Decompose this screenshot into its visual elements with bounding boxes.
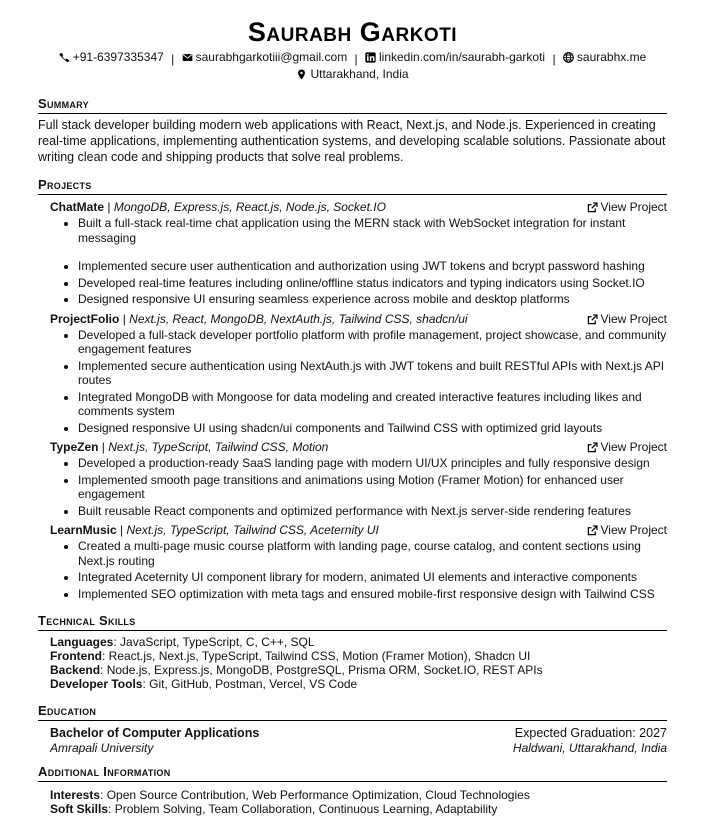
project-bullets bbox=[50, 216, 667, 307]
additional-title: Additional Information bbox=[38, 764, 667, 782]
view-project-label: View Project bbox=[600, 200, 667, 214]
skill-label: Backend bbox=[50, 663, 101, 677]
view-project-link[interactable] bbox=[587, 312, 667, 327]
project-bullets bbox=[50, 456, 667, 518]
project-bullets bbox=[50, 539, 667, 601]
project-bullets bbox=[50, 328, 667, 436]
additional-row: Soft Skills: Problem Solving, Team Collaboration, Continuous Learning, Adaptability bbox=[50, 802, 498, 816]
linkedin-icon bbox=[365, 52, 376, 63]
skill-value: React.js, Next.js, TypeScript, Tailwind CSS, Motion (Framer Motion), Shadcn UI bbox=[108, 649, 531, 663]
website-item[interactable] bbox=[563, 50, 646, 65]
project-header bbox=[50, 440, 667, 455]
project-tech: Next.js, TypeScript, Tailwind CSS, Aceternity UI bbox=[126, 523, 379, 537]
email-text: saurabhgarkotiii@gmail.com bbox=[195, 50, 348, 64]
separator: | bbox=[101, 440, 105, 454]
project-tech: Next.js, React, MongoDB, NextAuth.js, Tailwind CSS, shadcn/ui bbox=[129, 311, 468, 326]
summary-section bbox=[38, 96, 667, 165]
project-learnmusic bbox=[38, 523, 667, 601]
summary-title: Summary bbox=[38, 96, 667, 114]
list-item: • Integrated MongoDB with Mongoose for data modeling and created interactive features including likes and comments system bbox=[78, 390, 667, 419]
list-item: • Implemented secure user authentication and authorization using JWT tokens and bcrypt password hashing bbox=[78, 259, 667, 274]
phone-icon bbox=[59, 52, 70, 63]
separator: | bbox=[107, 200, 111, 214]
project-typezen bbox=[38, 440, 667, 518]
list-item: • Created a multi-page music course platform with landing page, course catalog, and content sections using Next.js routing bbox=[78, 539, 667, 568]
view-project-label: View Project bbox=[600, 440, 667, 454]
project-title-line bbox=[50, 312, 468, 327]
education-entry bbox=[38, 725, 667, 756]
list-item: • Built reusable React components and optimized performance with Next.js server-side rendering features bbox=[78, 504, 667, 519]
resume-name: Saurabh Garkoti bbox=[247, 17, 458, 47]
separator: | bbox=[552, 52, 556, 66]
separator: | bbox=[354, 52, 358, 66]
list-item: • Integrated Aceternity UI component library for modern, animated UI elements and interactive components bbox=[78, 570, 667, 585]
list-item: • Developed a full-stack developer portfolio platform with profile management, project showcase, and community engagement features bbox=[78, 328, 667, 357]
list-item: • Designed responsive UI ensuring seamless experience across mobile and desktop platforms bbox=[78, 292, 667, 307]
university-location: Haldwani, Uttarakhand, India bbox=[512, 741, 667, 755]
additional-section bbox=[38, 764, 667, 816]
project-header bbox=[50, 200, 667, 215]
skill-value: Git, GitHub, Postman, Vercel, VS Code bbox=[149, 677, 358, 691]
skill-value: Node.js, Express.js, MongoDB, PostgreSQL, Prisma ORM, Socket.IO, REST APIs bbox=[106, 663, 543, 677]
project-tech: MongoDB, Express.js, React.js, Node.js, Socket.IO bbox=[113, 200, 386, 214]
external-link-icon bbox=[587, 442, 598, 453]
education-section bbox=[38, 703, 667, 756]
university: Amrapali University bbox=[50, 741, 154, 755]
list-item: • Implemented SEO optimization with meta tags and ensured mobile-first responsive design with Tailwind CSS bbox=[78, 587, 667, 602]
graduation: Expected Graduation: 2027 bbox=[514, 726, 667, 740]
view-project-link[interactable] bbox=[587, 440, 667, 455]
separator: | bbox=[122, 311, 126, 326]
linkedin-item[interactable] bbox=[365, 50, 545, 65]
list-item: • Built a full-stack real-time chat application using the MERN stack with WebSocket integration for instant messaging bbox=[78, 216, 667, 245]
skill-row: Developer Tools: Git, GitHub, Postman, Vercel, VS Code bbox=[50, 677, 358, 691]
list-item: • Developed real-time features including online/offline status indicators and typing indicators using Socket.IO bbox=[78, 276, 667, 291]
location-item bbox=[296, 67, 408, 82]
projects-title: Projects bbox=[38, 177, 667, 195]
separator: | bbox=[171, 52, 175, 66]
view-project-link[interactable] bbox=[587, 523, 667, 538]
list-item: • Developed a production-ready SaaS landing page with modern UI/UX principles and fully responsive design bbox=[78, 456, 667, 471]
globe-icon bbox=[563, 52, 574, 63]
project-title-line bbox=[50, 200, 386, 215]
external-link-icon bbox=[587, 525, 598, 536]
email-item[interactable] bbox=[182, 50, 348, 65]
phone-item[interactable] bbox=[59, 50, 164, 65]
additional-list bbox=[38, 788, 667, 816]
skill-row: Languages: JavaScript, TypeScript, C, C++, SQL bbox=[50, 635, 315, 649]
project-header bbox=[50, 312, 667, 327]
additional-row: Interests: Open Source Contribution, Web Performance Optimization, Cloud Technologies bbox=[50, 788, 530, 802]
project-chatmate bbox=[38, 200, 667, 307]
skill-label: Languages bbox=[50, 635, 114, 649]
skill-value: JavaScript, TypeScript, C, C++, SQL bbox=[120, 635, 315, 649]
view-project-label: View Project bbox=[600, 311, 667, 326]
skills-list bbox=[38, 635, 667, 691]
website-text: saurabhx.me bbox=[576, 50, 647, 64]
skill-row: Backend: Node.js, Express.js, MongoDB, PostgreSQL, Prisma ORM, Socket.IO, REST APIs bbox=[50, 663, 543, 677]
skills-section bbox=[38, 613, 667, 691]
skills-title: Technical Skills bbox=[38, 613, 667, 631]
phone-text: +91-6397335347 bbox=[72, 50, 164, 64]
project-name: TypeZen bbox=[50, 440, 99, 454]
separator: | bbox=[120, 523, 124, 537]
skill-label: Frontend bbox=[50, 649, 102, 663]
additional-label: Interests bbox=[50, 788, 101, 802]
list-item: • Implemented secure authentication using NextAuth.js with JWT tokens and built RESTful APIs with Next.js API routes bbox=[78, 359, 667, 388]
external-link-icon bbox=[587, 314, 598, 325]
view-project-label: View Project bbox=[600, 523, 667, 537]
list-item: • Designed responsive UI using shadcn/ui components and Tailwind CSS with optimized grid layouts bbox=[78, 421, 667, 436]
summary-text: Full stack developer building modern web applications with React, Next.js, and Node.js. Experienced in creating real-time applications, implementing authentication systems, and developing scalable solutions. Passionate about writing clean code and shipping products that solve real problems. bbox=[38, 118, 666, 164]
degree: Bachelor of Computer Applications bbox=[50, 726, 260, 740]
project-title-line bbox=[50, 523, 379, 538]
education-sub-row bbox=[50, 741, 667, 756]
location-text: Uttarakhand, India bbox=[310, 67, 409, 81]
view-project-link[interactable] bbox=[587, 200, 667, 215]
project-name: ChatMate bbox=[50, 200, 105, 214]
education-main-row bbox=[50, 725, 667, 741]
list-item: • Implemented smooth page transitions and animations using Motion (Framer Motion) for enhanced user engagement bbox=[78, 473, 667, 502]
education-title: Education bbox=[38, 703, 667, 721]
project-name: ProjectFolio bbox=[50, 311, 120, 326]
project-name: LearnMusic bbox=[50, 523, 117, 537]
project-projectfolio bbox=[38, 312, 667, 436]
contact-line bbox=[38, 50, 667, 84]
additional-value: Problem Solving, Team Collaboration, Continuous Learning, Adaptability bbox=[114, 802, 498, 816]
project-title-line bbox=[50, 440, 328, 455]
additional-value: Open Source Contribution, Web Performance Optimization, Cloud Technologies bbox=[106, 788, 530, 802]
skill-row: Frontend: React.js, Next.js, TypeScript, Tailwind CSS, Motion (Framer Motion), Shadcn UI bbox=[50, 649, 531, 663]
external-link-icon bbox=[587, 202, 598, 213]
additional-label: Soft Skills bbox=[50, 802, 109, 816]
map-pin-icon bbox=[296, 69, 307, 80]
linkedin-text: linkedin.com/in/saurabh-garkoti bbox=[379, 50, 546, 64]
skill-label: Developer Tools bbox=[50, 677, 143, 691]
envelope-icon bbox=[182, 52, 193, 63]
project-header bbox=[50, 523, 667, 538]
projects-section bbox=[38, 177, 667, 601]
project-tech: Next.js, TypeScript, Tailwind CSS, Motion bbox=[108, 440, 329, 454]
